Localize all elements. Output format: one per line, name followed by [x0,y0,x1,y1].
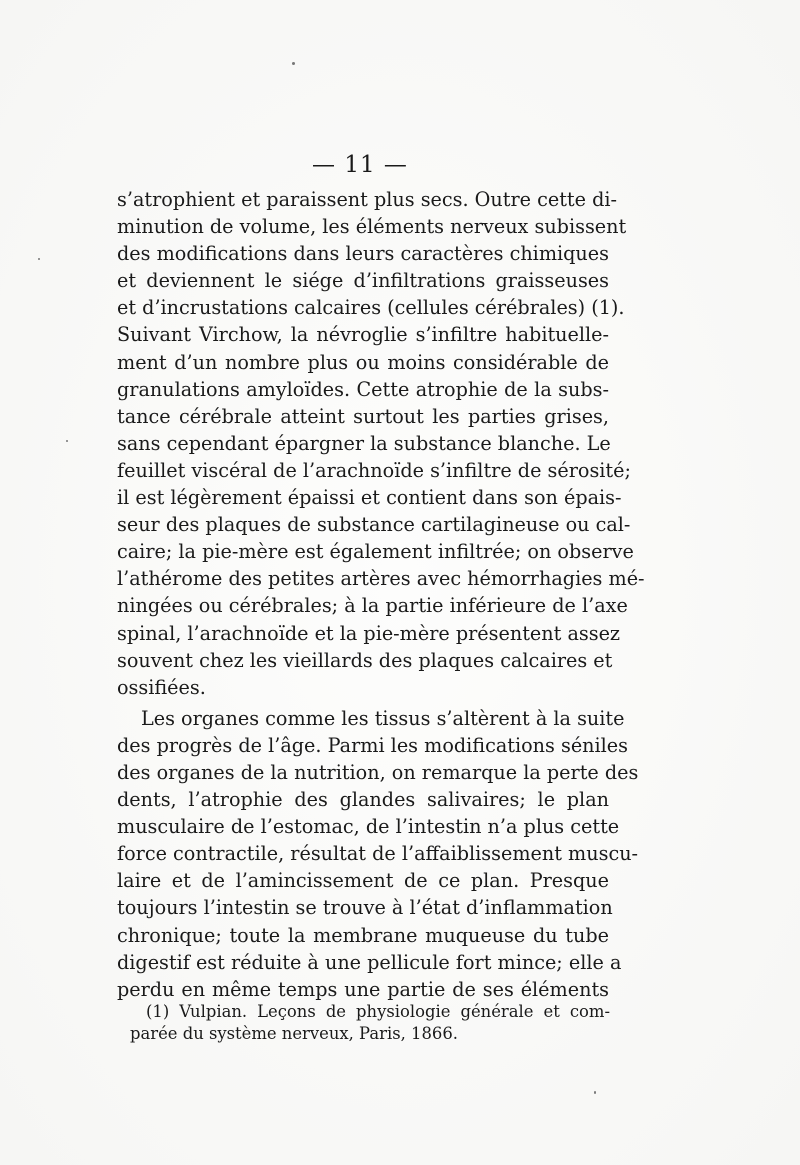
paper-speck [594,1091,596,1094]
text-line: granulations amyloïdes. Cette atrophie de la subs- [117,377,609,401]
text-line: des modifications dans leurs caractères chimiques [117,242,609,266]
text-line: s’atrophient et paraissent plus secs. Outre cette di- [117,188,617,211]
text-line: Suivant Virchow, la névroglie s’infiltre habituelle- [117,323,609,347]
paper-speck [38,258,40,260]
paragraph-2 [117,705,639,1003]
text-line: des organes de la nutrition, on remarque la perte des [117,760,639,784]
text-line: feuillet viscéral de l’arachnoïde s’infiltre de sérosité; [117,458,631,482]
text-line: laire et de l’amincissement de ce plan. Presque [117,869,609,893]
paragraph-1 [117,186,645,701]
text-line: musculaire de l’estomac, de l’intestin n’a plus cette [117,815,620,839]
text-line: souvent chez les vieillards des plaques calcaires et [117,648,613,672]
footnote-line: (1) Vulpian. Leçons de physiologie générale et com- [146,1002,610,1021]
text-line: Les organes comme les tissus s’altèrent à la suite [141,706,625,730]
text-line: ningées ou cérébrales; à la partie inférieure de l’axe [117,594,628,618]
text-line: caire; la pie-mère est également infiltrée; on observe [117,540,634,564]
text-line: chronique; toute la membrane muqueuse du tube [117,923,609,947]
footnote-line: parée du système nerveux, Paris, 1866. [130,1024,458,1043]
text-line: dents, l’atrophie des glandes salivaires; le plan [117,788,609,812]
body-text [117,186,645,1003]
text-line: spinal, l’arachnoïde et la pie-mère présentent assez [117,621,621,645]
text-line: toujours l’intestin se trouve à l’état d’inflammation [117,896,613,920]
text-line: des progrès de l’âge. Parmi les modifications séniles [117,733,629,757]
paper-speck [292,62,295,65]
paper-speck [66,440,68,442]
text-line: seur des plaques de substance cartilagineuse ou cal- [117,513,631,537]
text-line: et deviennent le siége d’infiltrations graisseuses [117,269,609,293]
text-line: l’athérome des petites artères avec hémorrhagies mé- [117,567,645,591]
text-line: tance cérébrale atteint surtout les parties grises, [117,404,609,428]
text-line: digestif est réduite à une pellicule fort mince; elle a [117,950,622,974]
page-number: — 11 — [312,152,408,178]
text-line: il est légèrement épaissi et contient dans son épais- [117,486,622,510]
text-line: ment d’un nombre plus ou moins considérable de [117,350,609,374]
text-line: perdu en même temps une partie de ses éléments [117,977,609,1001]
text-line: minution de volume, les éléments nerveux subissent [117,215,627,239]
text-line: et d’incrustations calcaires (cellules cérébrales) (1). [117,296,625,320]
text-line: force contractile, résultat de l’affaiblissement muscu- [117,842,639,866]
footnote [130,1001,610,1045]
text-line: ossifiées. [117,675,206,699]
text-line: sans cependant épargner la substance blanche. Le [117,431,611,455]
